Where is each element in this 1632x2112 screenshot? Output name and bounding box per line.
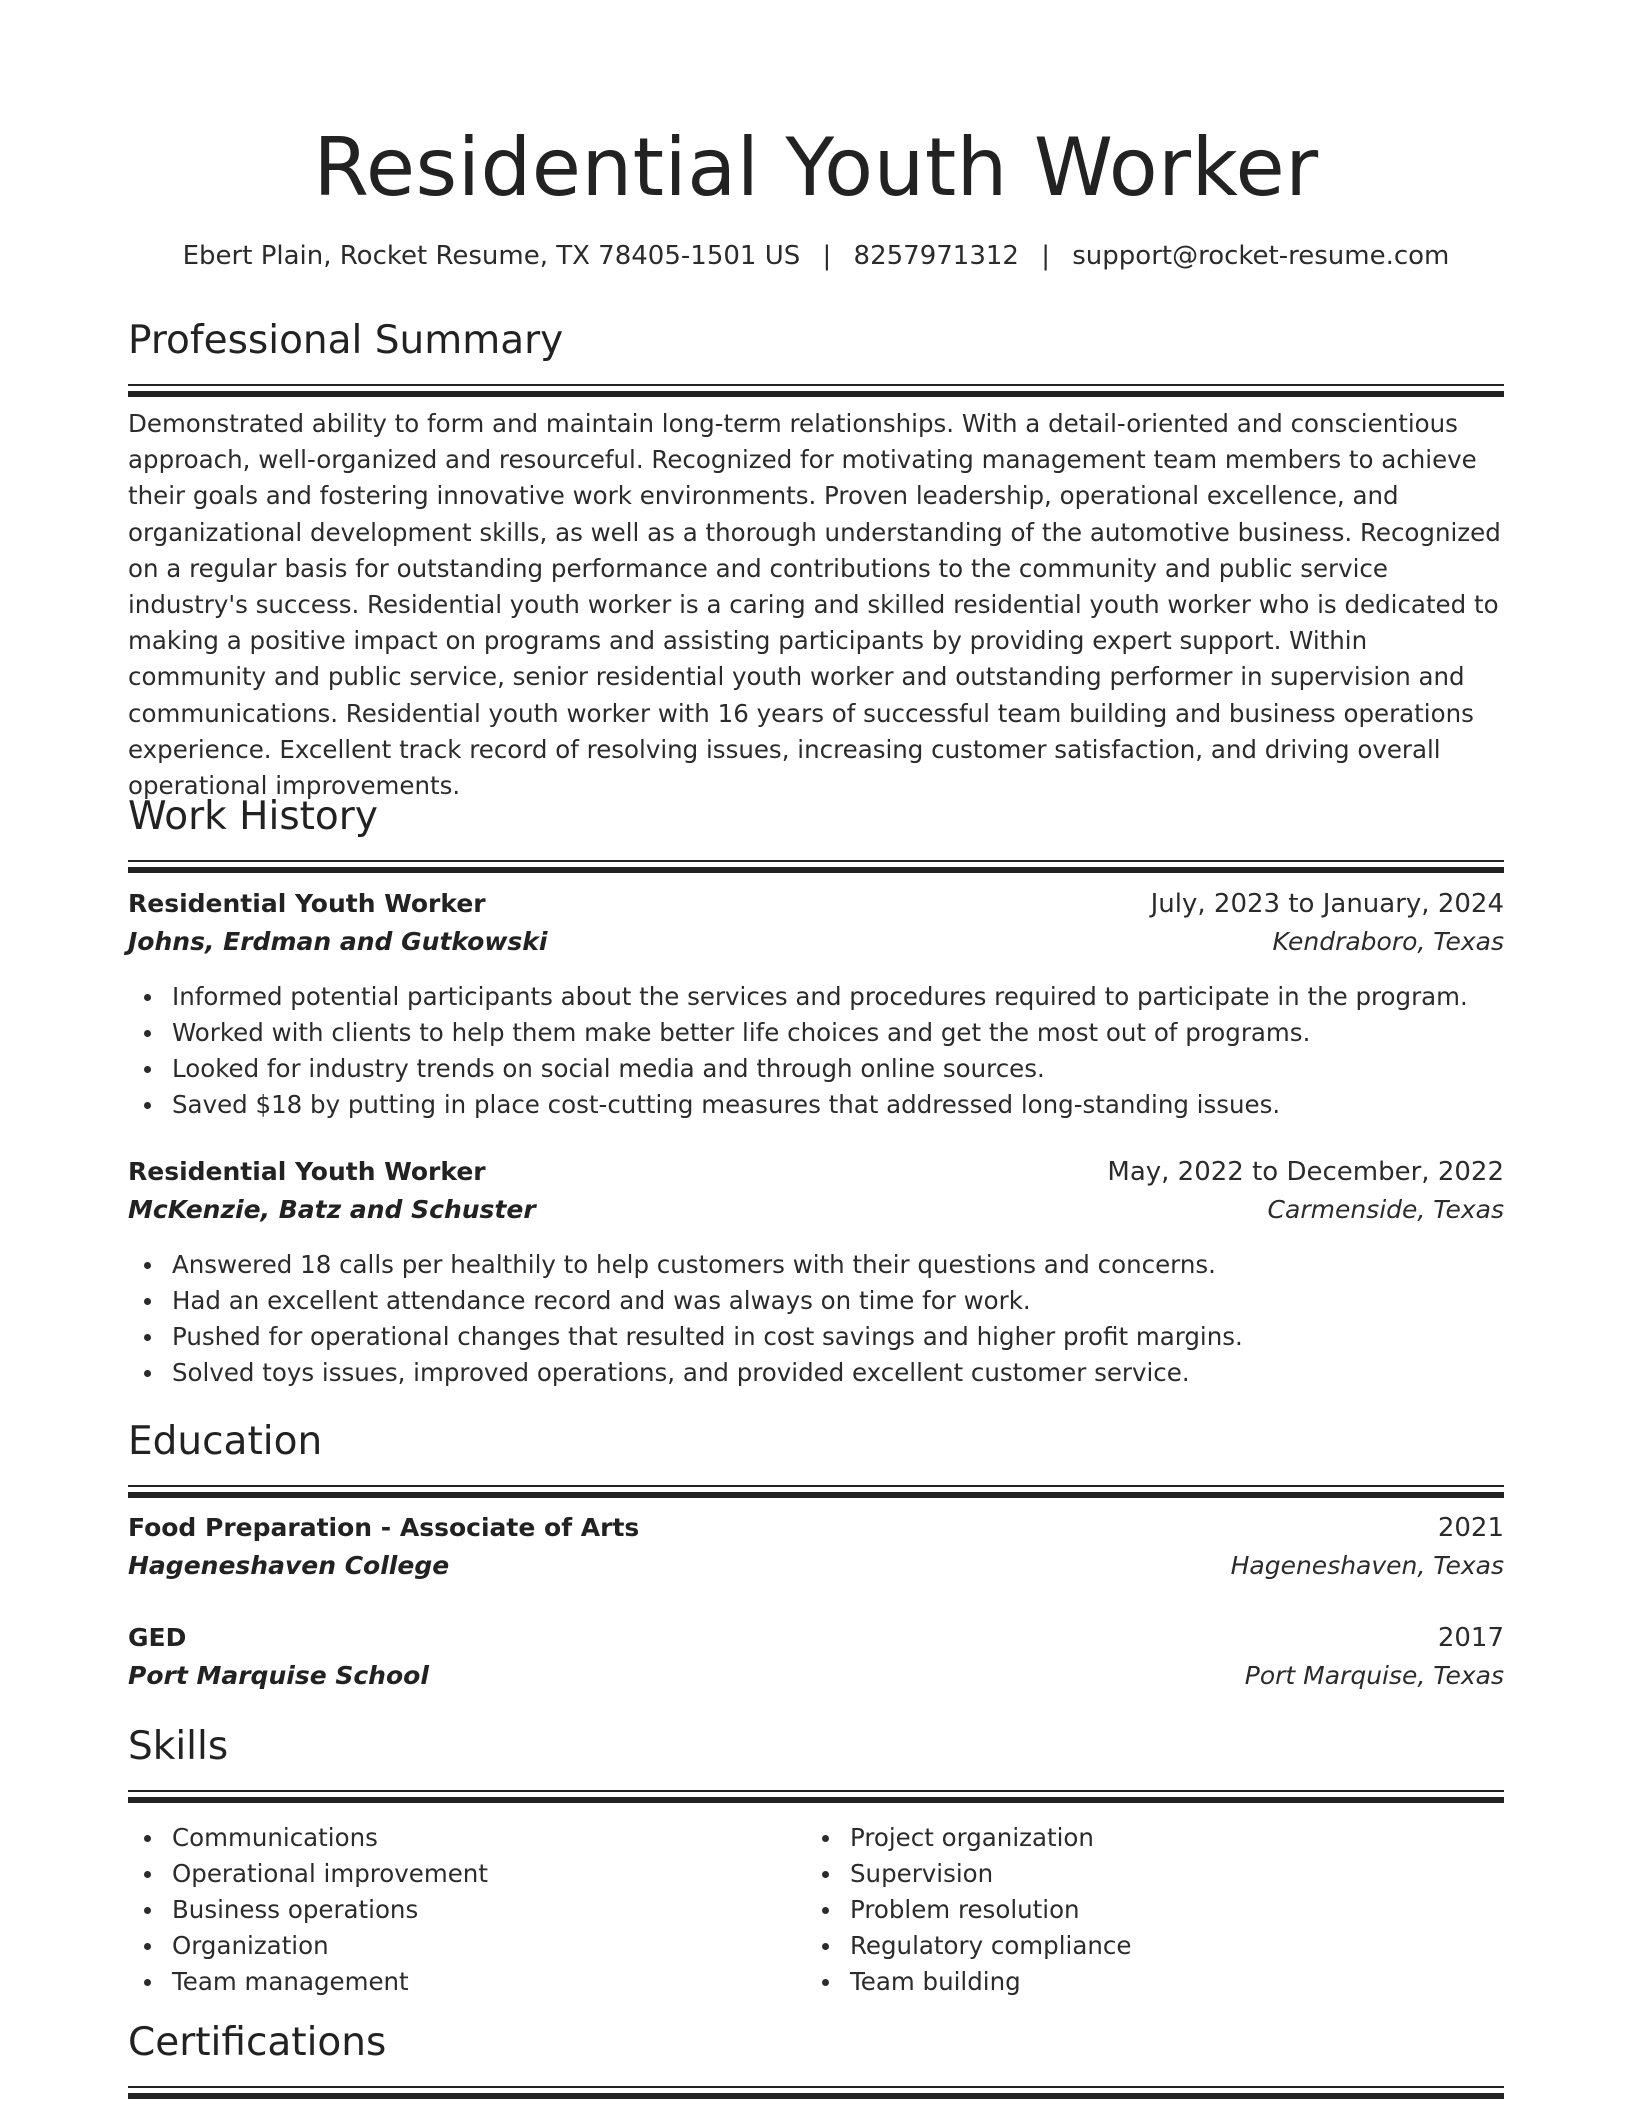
section-divider [128, 1485, 1504, 1499]
job-entry [128, 885, 1504, 1123]
separator: | [822, 241, 832, 271]
skill-item: Project organization [806, 1820, 1484, 1856]
job-title: Residential Youth Worker [128, 1157, 486, 1186]
summary-text: Demonstrated ability to form and maintain long-term relationships. With a detail-oriented and conscientious approach, well-organized and resourceful. Recognized for motivating management team members to achieve their goals and fostering innovative work environments. Proven leadership, operational excellence, and organizational development skills, as well as a thorough understanding of the automotive business. Recognized on a regular basis for outstanding performance and contributions to the community and public service industry's success. Residential youth worker is a caring and skilled residential youth worker who is dedicated to making a positive impact on programs and assisting participants by providing expert support. Within community and public service, senior residential youth worker and outstanding performer in supervision and communications. Residential youth worker with 16 years of successful team building and business operations experience. Excellent track record of resolving issues, increasing customer satisfaction, and driving overall operational improvements. [128, 409, 1501, 801]
job-dates: July, 2023 to January, 2024 [1150, 889, 1504, 919]
section-divider [128, 860, 1504, 874]
section-divider [128, 384, 1504, 398]
skill-item: Team management [128, 1964, 806, 2000]
skills-list-left [128, 1820, 806, 2000]
section-heading: Professional Summary [128, 318, 564, 363]
list-item: Worked with clients to help them make better life choices and get the most out of programs. [128, 1015, 1504, 1051]
section-education [128, 1417, 1504, 1499]
school-name: Port Marquise School [128, 1661, 429, 1690]
section-skills [128, 1722, 1504, 2000]
list-item: Looked for industry trends on social media and through online sources. [128, 1051, 1504, 1087]
job-location: Kendraboro, Texas [1272, 927, 1504, 956]
job-duties-list [128, 1247, 1504, 1391]
graduation-year: 2017 [1437, 1623, 1504, 1653]
section-heading: Certifications [128, 2020, 387, 2065]
skill-item: Business operations [128, 1892, 806, 1928]
skill-item: Communications [128, 1820, 806, 1856]
education-entry [128, 1509, 1504, 1585]
job-duties-list [128, 979, 1504, 1123]
section-heading: Education [128, 1419, 323, 1464]
email-address: support@rocket-resume.com [1072, 241, 1450, 271]
job-location: Carmenside, Texas [1267, 1195, 1504, 1224]
skill-item: Regulatory compliance [806, 1928, 1484, 1964]
school-location: Port Marquise, Texas [1244, 1661, 1504, 1690]
list-item: Pushed for operational changes that resulted in cost savings and higher profit margins. [128, 1319, 1504, 1355]
job-title: Residential Youth Worker [128, 889, 486, 918]
section-professional-summary [128, 316, 1504, 398]
graduation-year: 2021 [1437, 1513, 1504, 1543]
school-location: Hageneshaven, Texas [1230, 1551, 1504, 1580]
list-item: Solved toys issues, improved operations, and provided excellent customer service. [128, 1355, 1504, 1391]
list-item: Saved $18 by putting in place cost-cutting measures that addressed long-standing issues. [128, 1087, 1504, 1123]
job-dates: May, 2022 to December, 2022 [1107, 1157, 1504, 1187]
section-certifications [128, 2018, 1504, 2100]
list-item: Had an excellent attendance record and was always on time for work. [128, 1283, 1504, 1319]
skill-item: Operational improvement [128, 1856, 806, 1892]
skill-item: Team building [806, 1964, 1484, 2000]
skill-item: Problem resolution [806, 1892, 1484, 1928]
section-divider [128, 1790, 1504, 1804]
skill-item: Supervision [806, 1856, 1484, 1892]
phone-number: 8257971312 [853, 241, 1019, 271]
separator: | [1041, 241, 1050, 271]
company-name: Johns, Erdman and Gutkowski [128, 927, 548, 956]
skill-item: Organization [128, 1928, 806, 1964]
list-item: Answered 18 calls per healthily to help customers with their questions and concerns. [128, 1247, 1504, 1283]
company-name: McKenzie, Batz and Schuster [128, 1195, 536, 1224]
skills-columns [128, 1820, 1504, 2000]
degree: GED [128, 1623, 187, 1652]
job-entry [128, 1153, 1504, 1391]
address: Ebert Plain, Rocket Resume, TX 78405-1501 US [182, 241, 801, 271]
education-entry [128, 1619, 1504, 1695]
section-heading: Work History [128, 794, 378, 839]
section-work-history [128, 792, 1504, 874]
candidate-name: Residential Youth Worker [313, 121, 1319, 214]
contact-line [128, 238, 1504, 274]
list-item: Informed potential participants about the services and procedures required to participate in the program. [128, 979, 1504, 1015]
school-name: Hageneshaven College [128, 1551, 450, 1580]
skills-list-right [806, 1820, 1484, 2000]
degree: Food Preparation - Associate of Arts [128, 1513, 640, 1542]
section-heading: Skills [128, 1724, 229, 1769]
section-divider [128, 2086, 1504, 2100]
